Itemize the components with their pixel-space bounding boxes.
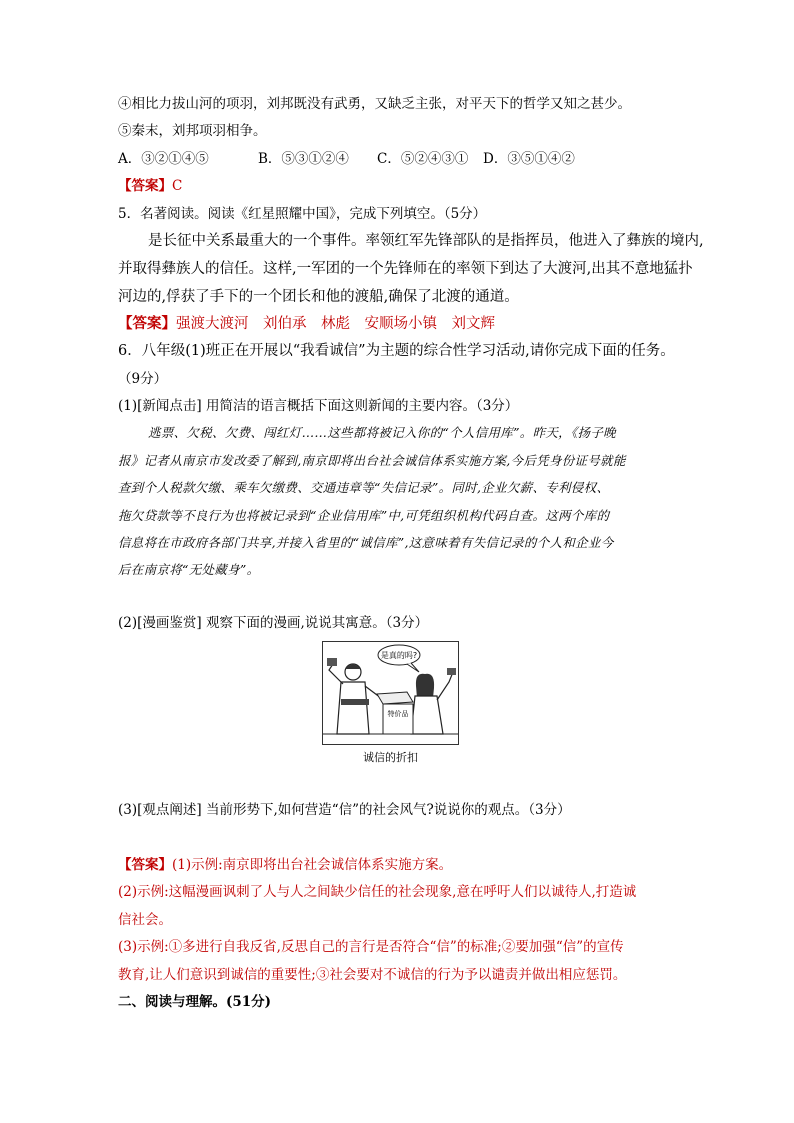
q5-answer <box>118 315 495 333</box>
answer-tag: 【答案】 <box>118 178 172 194</box>
q6-sub1: (1)[新闻点击] 用简洁的语言概括下面这则新闻的主要内容。（3分） <box>118 398 519 414</box>
q6-answer-1 <box>118 856 452 874</box>
answer-text: 强渡大渡河 刘伯承 林彪 安顺场小镇 刘文辉 <box>176 316 495 332</box>
choice-b: B．⑤③①②④ <box>258 151 349 167</box>
news-line-6: 后在南京将“无处藏身”。 <box>118 562 260 577</box>
q6-title: 6．八年级(1)班正在开展以“我看诚信”为主题的综合性学习活动,请你完成下面的任务。 <box>118 343 675 359</box>
news-line-1: 逃票、欠税、欠费、闯红灯……这些都将被记入你的“个人信用库”。昨天，《扬子晚 <box>148 425 616 440</box>
q6-sub2: (2)[漫画鉴赏] 观察下面的漫画,说说其寓意。（3分） <box>118 615 429 631</box>
cartoon-illustration <box>323 642 458 744</box>
news-line-2: 报》记者从南京市发改委了解到,南京即将出台社会诚信体系实施方案,今后凭身份证号就能 <box>118 453 626 468</box>
q6-answer-2b: 信社会。 <box>118 912 172 928</box>
answer-tag: 【答案】 <box>118 857 172 873</box>
news-line-4: 拖欠贷款等不良行为也将被记录到“企业信用库”中,可凭组织机构代码自查。这两个库的 <box>118 508 610 523</box>
q6-answer-3: (3)示例:①多进行自我反省,反思自己的言行是否符合“信”的标准;②要加强“信”的宣传 <box>118 939 624 955</box>
q5-paragraph-1: 是长征中关系最重大的一个事件。率领红军先锋部队的是指挥员，他进入了彝族的境内, <box>148 233 704 249</box>
option-line-5: ⑤秦末，刘邦项羽相争。 <box>118 123 267 139</box>
q4-answer <box>118 177 182 195</box>
news-line-3: 查到个人税款欠缴、乘车欠缴费、交通违章等“失信记录”。同时,企业欠薪、专利侵权、 <box>118 480 610 495</box>
q5-title: 5．名著阅读。阅读《红星照耀中国》，完成下列填空。（5分） <box>118 206 487 222</box>
option-line-4: ④相比力拔山河的项羽，刘邦既没有武勇，又缺乏主张，对平天下的哲学又知之甚少。 <box>118 96 631 112</box>
cartoon-image <box>322 641 459 745</box>
answer-text: (1)示例:南京即将出台社会诚信体系实施方案。 <box>172 857 453 873</box>
cartoon-caption: 诚信的折扣 <box>363 751 418 764</box>
q6-answer-3b: 教育,让人们意识到诚信的重要性;③社会要对不诚信的行为予以谴责并做出相应惩罚。 <box>118 967 627 983</box>
q5-paragraph-2: 并取得彝族人的信任。这样,一军团的一个先锋师在的率领下到达了大渡河,出其不意地猛扑 <box>118 261 693 277</box>
choice-d: D．③⑤①④② <box>483 151 575 167</box>
q6-score: （9分） <box>118 371 168 387</box>
news-line-5: 信息将在市政府各部门共享,并接入省里的“诚信库”,这意味着有失信记录的个人和企业今 <box>118 535 614 550</box>
answer-text: C <box>172 178 183 194</box>
cartoon-bubble-text: 是真的吗? <box>380 651 418 660</box>
q6-answer-2: (2)示例:这幅漫画讽刺了人与人之间缺少信任的社会现象,意在呼吁人们以诚待人,打造诚 <box>118 884 637 900</box>
choice-a: A．③②①④⑤ <box>118 151 209 167</box>
choice-options <box>118 150 575 168</box>
cartoon-box-label: 特价品 <box>387 710 409 718</box>
section-2-heading: 二、阅读与理解。(51分) <box>118 994 272 1010</box>
q5-paragraph-3: 河边的,俘获了手下的一个团长和他的渡船,确保了北渡的通道。 <box>118 289 519 305</box>
choice-c: C．⑤②④③① <box>377 151 469 167</box>
answer-tag: 【答案】 <box>118 315 176 332</box>
q6-sub3: (3)[观点阐述] 当前形势下,如何营造“信”的社会风气?说说你的观点。（3分） <box>118 802 571 818</box>
